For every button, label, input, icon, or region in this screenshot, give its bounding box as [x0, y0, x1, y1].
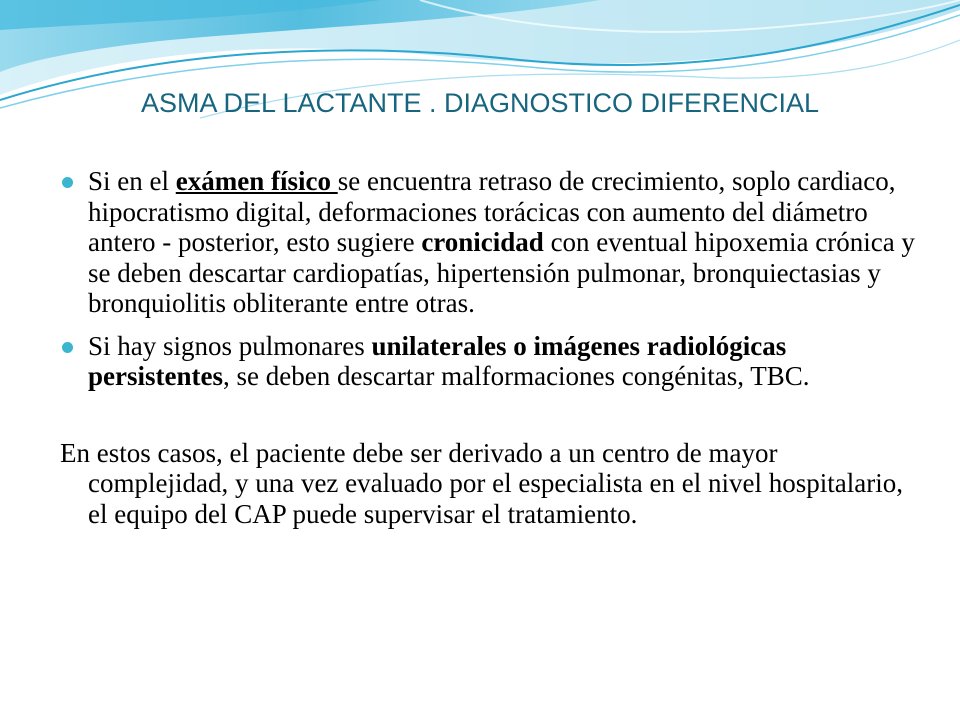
bullet-2-emphasis: unilaterales o imágenes radiológicas persistentes: [88, 330, 787, 391]
bullet-1-post: con eventual hipoxemia crónica y se deben descartar cardiopatías, hipertensión pulmonar, bronquiectasias y bronquiolitis obliterante entre otras.: [88, 227, 915, 318]
bullet-1-pre: Si en el: [88, 166, 176, 196]
slide-title: ASMA DEL LACTANTE . DIAGNOSTICO DIFERENCIAL: [140, 88, 820, 118]
bullet-2-pre: Si hay signos pulmonares: [88, 330, 372, 361]
slide-body: [60, 166, 920, 529]
bullet-2-post: , se deben descartar malformaciones congénitas, TBC.: [222, 361, 810, 391]
bullet-dot-icon: [62, 342, 73, 353]
closing-paragraph: En estos casos, el paciente debe ser derivado a un centro de mayor complejidad, y una vez evaluado por el especialista en el nivel hospitalario, el equipo del CAP puede supervisar el tratamiento.: [60, 437, 903, 529]
bullet-dot-icon: [62, 177, 73, 188]
bullet-1-emphasis-examen-fisico: exámen físico: [175, 166, 338, 196]
bullet-1-emphasis-cronicidad: cronicidad: [421, 227, 544, 257]
bullet-item-1: [60, 166, 920, 319]
bullet-item-2: [60, 331, 920, 392]
bullet-1-mid: se encuentra retraso de crecimiento, soplo cardiaco, hipocratismo digital, deformaciones torácicas con aumento del diámetro antero - posterior, esto sugiere: [88, 166, 896, 257]
bullet-list: [60, 166, 920, 392]
